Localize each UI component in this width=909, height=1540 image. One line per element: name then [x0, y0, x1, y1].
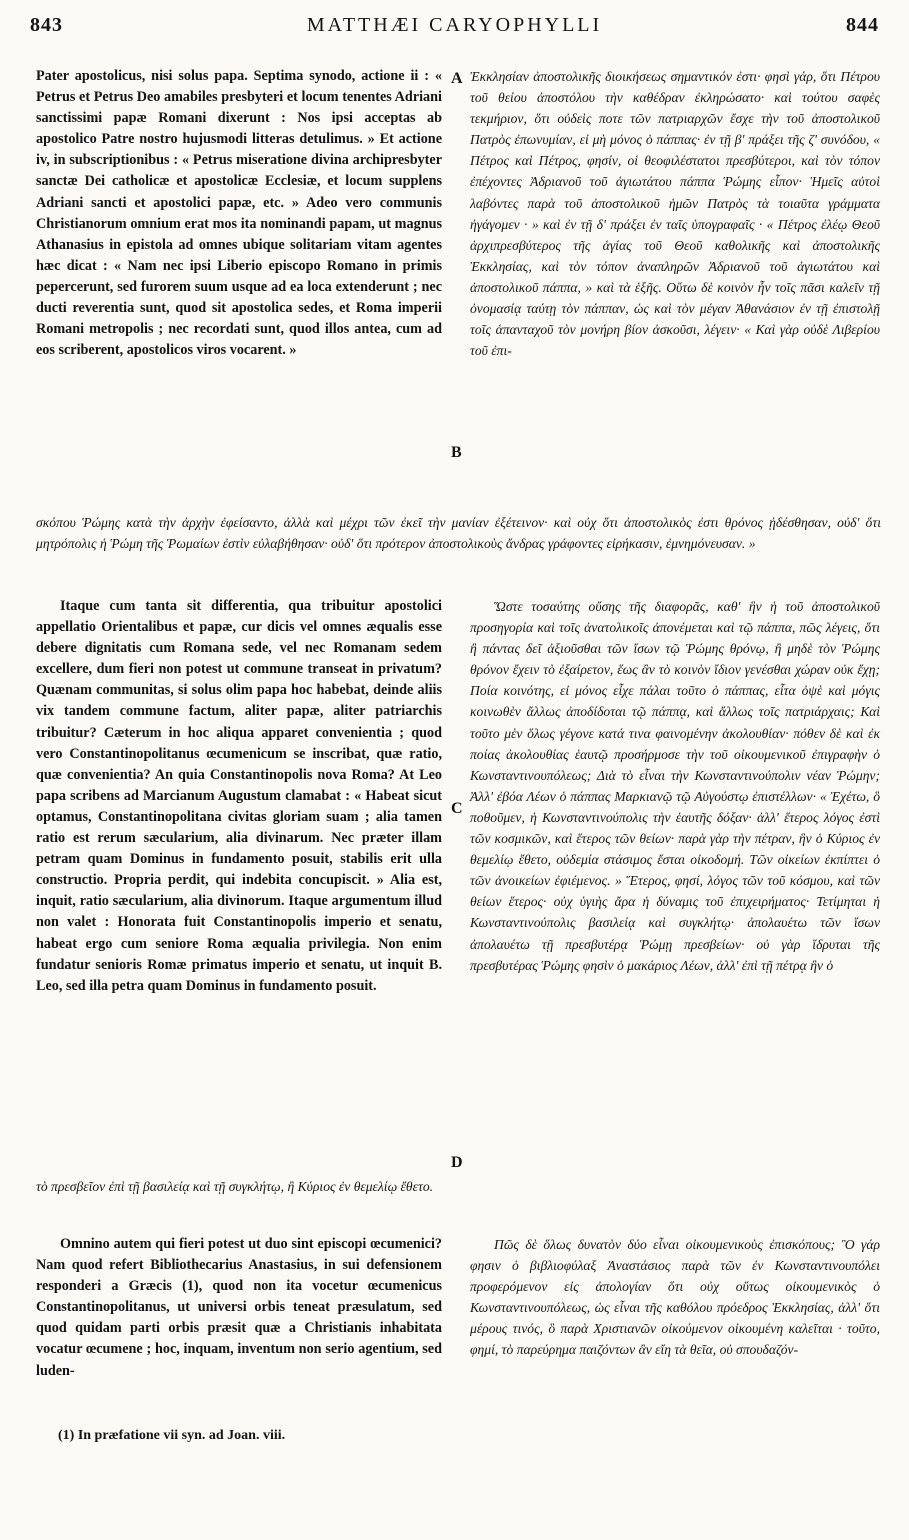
running-title: MATTHÆI CARYOPHYLLI	[306, 14, 603, 36]
page-number-left: 843	[30, 14, 63, 36]
greek-paragraph: Πῶς δὲ ὅλως δυνατὸν δύο εἶναι οἰκουμενικοὺς ἐπισκόπους; Ὃ γάρ φησιν ὁ βιβλιοφύλαξ Ἀναστάσιος παρὰ τῶν ἐν Κωνσταντινουπόλει προφερόμενον εἰς ἀπολογίαν ὅτι οὐχ οὕτως οἰκουμενικὸς ὁ Κωνσταντινουπόλεως, ὡς εἶναι τῆς καθόλου πρόεδρος Ἐκκλησίας, ἀλλ' ὅτι μέρους τινός, ὃ παρὰ Χριστιανῶν οἰκούμενον οἰκουμένη καλεῖται · τοῦτο, φημί, τὸ παρεύρημα παιζόντων ἂν εἴη τὰ θεῖα, οὐ σπουδαζόν-	[470, 1237, 880, 1358]
latin-paragraph: Itaque cum tanta sit differentia, qua tribuitur apostolici appellatio Orientalibus et papæ, cur dicis vel omnes æqualis esse debere dignitatis cum Romana sede, vel nec Romanam sedem excellere, dum fieri non potest ut commune transeat in privatum? Quænam communitas, si solus olim papa hoc habebat, deinde aliis vix tandem commune factum, aliter papæ, aliter patriarchis tribuitur? Cæterum in hoc aliqua apparet convenientia ; quod vero Constantinopolitanus œcumenicum se inscribat, quæ ratio, quæ convenientia? An quia Constantinopolis nova Roma? At Leo papa scribens ad Marcianum Augustum clamabat : « Habeat sicut optamus, Constantinopolitana civitas gloriam suam ; alia tamen ratio est rerum sæcularium, alia divinarum. Nec præter illam petram quam Dominus in fundamento posuit, stabilis erit ulla constructio. Propria perdit, qui indebita concupiscit. » Alia est, inquit, ratio sæcularium, alia divinorum. Itaque argumentum illud non valet : Honorata fuit Constantinopolis imperio et senatu, habeat ergo cum seniore Roma æqualia privilegia. Non enim fundatur senioris Romæ primatus imperio et senatu, ut inquit B. Leo, sed illa petra quam Dominus in fundamento posuit.	[36, 598, 442, 994]
page-number-right: 844	[846, 14, 879, 36]
margin-marker-c: C	[451, 800, 463, 817]
latin-column-mid	[36, 596, 442, 997]
greek-paragraph: Ὥστε τοσαύτης οὔσης τῆς διαφορᾶς, καθ' ἣν ἡ τοῦ ἀποστολικοῦ προσηγορία καὶ τοῖς ἀνατολικοῖς ἀπονέμεται καὶ τῷ πάππα, πῶς λέγεις, ὅτι ἢ πάντας δεῖ ἀξιοῦσθαι τῶν ἴσων τῷ Ῥώμης θρόνῳ, ἢ μηδὲ τὸν Ῥώμης θρόνον ἔχειν τὸ ἐξαίρετον, ἕως ἂν τὸ κοινὸν ἴδιον γενέσθαι χώραν οὐκ ἔχῃ; Ποία κοινότης, εἰ μόνος εἶχε πάλαι τοῦτο ὁ πάππας, εἶτα ὀψὲ καὶ μόγις κοινωθὲν ἄλλως ἀποδίδοται τῷ πάππᾳ, καὶ ἄλλως τοῖς πατριάρχαις; Καὶ τοῦτο μὲν ὅλως γέγονε κατά τινα φαινομένην ἀκολουθίαν· πόθεν δὲ καὶ ἐκ ποίας ἀκολουθίας ἑαυτῷ προσήρμοσε τὴν τοῦ οἰκουμενικοῦ ἐπιγραφὴν ὁ Κωνσταντινουπόλεως; Διὰ τὸ εἶναι τὴν Κωνσταντινούπολιν νέαν Ῥώμην; Ἀλλ' ἐβόα Λέων ὁ πάππας Μαρκιανῷ τῷ Αὐγούστῳ ἐπιστέλλων· « Ἐχέτω, ὃ ποθοῦμεν, ἡ Κωνσταντινούπολις τὴν ἑαυτῆς δόξαν· ἀλλ' ἕτερος λόγος ἐστὶ τῶν κοσμικῶν, καὶ ἕτερος τῶν θείων· παρὰ γὰρ τὴν πέτραν, ἣν ὁ Κύριος ἐν θεμελίῳ ἔθετο, οὐδεμία στάσιμος ἔσται οἰκοδομή. Τῶν οἰκείων ἐκπίπτει ὁ τῶν ἀνοικείων ἐφιέμενος. » Ἕτερος, φησί, λόγος τῶν τοῦ κόσμου, καὶ τῶν θείων ἕτερος· οὐχ ὑγιὴς ἄρα ἡ δύναμις τοῦ ἐπιχειρήματος· Τετίμηται ἡ Κωνσταντινούπολις βασιλείᾳ καὶ συγκλήτῳ· ἀπολαυέτω τῶν ἴσων ἀπολαυέτω τῇ πρεσβυτέρᾳ Ῥώμῃ πρεσβείων· οὐ γὰρ ἵδρυται τῆς πρεσβυτέρας Ῥώμης φησὶν ὁ μακάριος Λέων, ἀλλ' ἐπὶ τῇ πέτρᾳ ἣν ὁ	[470, 599, 880, 973]
footnote: (1) In præfatione vii syn. ad Joan. viii.	[58, 1428, 286, 1443]
greek-column-bottom	[470, 1234, 880, 1361]
latin-column-top	[36, 66, 442, 361]
running-header	[30, 14, 879, 44]
margin-marker-d: D	[451, 1154, 463, 1171]
margin-marker-a: A	[451, 70, 463, 87]
latin-paragraph: Pater apostolicus, nisi solus papa. Septima synodo, actione ii : « Petrus et Petrus Deo amabiles presbyteri et locum tenentes Adriani sanctissimi papæ Romani dixerunt : Nos ipsi acceptas ab apostolico Patre nostro hujusmodi litteras detulimus. » Et actione iv, in subscriptionibus : « Petrus miseratione divina archipresbyter sanctæ Dei catholicæ et apostolicæ Ecclesiæ, et locum supplens Adriani sancti et apostolici papæ, etc. » Adeo vero communis Christianorum omnium erat mos ita nominandi papam, ut magnus Athanasius in epistola ad omnes ubique solitariam vitam agentes hæc dicat : « Nam nec ipsi Liberio episcopo Romano in primis pepercerunt, sed furorem suum usque ad ea loca extenderunt ; nec ducti reverentia sunt, quod sit apostolica sedes, et Roma imperii Romani metropolis ; nec recordati sunt, quod illos antea, cum ad eos scriberent, apostolicos viros vocarent. »	[36, 68, 442, 359]
greek-full-width-2: τὸ πρεσβεῖον ἐπὶ τῇ βασιλείᾳ καὶ τῇ συγκλήτῳ, ἢ Κύριος ἐν θεμελίῳ ἔθετο.	[36, 1179, 434, 1194]
latin-column-bottom	[36, 1234, 442, 1382]
latin-paragraph: Omnino autem qui fieri potest ut duo sint episcopi œcumenici? Nam quod refert Bibliothecarius Anastasius, in sui defensionem responderi a Græcis (1), quod non ita vocetur œcumenicus Constantinopolitanus, ut universi orbis teneat præsulatum, sed quod quidam parti orbis præsit quæ a Christianis inhabitata vocatur œcumene ; hoc, inquam, inventum non serio agentium, sed luden-	[36, 1236, 442, 1379]
greek-column-mid	[470, 596, 880, 976]
greek-column-top	[470, 66, 880, 361]
greek-full-width-1: σκόπου Ῥώμης κατὰ τὴν ἀρχὴν ἐφείσαντο, ἀλλὰ καὶ μέχρι τῶν ἐκεῖ τὴν μανίαν ἐξέτεινον· καὶ οὐχ ὅτι ἀποστολικὸς ἐστι θρόνος ᾐδέσθησαν, οὐδ' ὅτι μητρόπολις ἡ Ῥώμη τῆς Ῥωμαίων ἐστὶν εὐλαβήθησαν· οὐδ' ὅτι πρότερον ἀποστολικοὺς ἄνδρας γράφοντες εἰρήκασιν, ἐμνημόνευσαν. »	[36, 515, 881, 552]
margin-marker-b: B	[451, 444, 462, 461]
greek-paragraph: Ἐκκλησίαν ἀποστολικῆς διοικήσεως σημαντικόν ἐστι· φησὶ γάρ, ὅτι Πέτρου τοῦ θείου ἀποστόλου τὴν καθέδραν ἐκληρώσατο· καὶ τούτου σαφὲς τεκμήριον, ὅτι οὐδεὶς ποτε τῶν πατριαρχῶν ἔσχε τὴν τοῦ ἀποστολικοῦ Πατρὸς ἐπωνυμίαν, εἰ μὴ μόνος ὁ πάππας· ἐν τῇ β' πράξει τῆς ζ' συνόδου, « Πέτρος καὶ Πέτρος, φησίν, οἱ θεοφιλέστατοι πρεσβύτεροι, καὶ τὸν τόπον ἐπέχοντες Ἀδριανοῦ τοῦ ἁγιωτάτου πάππα Ῥώμης εἶπον· Ἡμεῖς αὐτοὶ λαβόντες παρὰ τοῦ ἀποστολικοῦ ἡμῶν Πατρὸς τὰ τοιαῦτα γράμματα ἠγάγομεν · » καὶ ἐν τῇ δ' πράξει ἐν ταῖς ὑπογραφαῖς · « Πέτρος ἐλέῳ Θεοῦ ἀρχιπρεσβύτερος τῆς ἁγίας τοῦ Θεοῦ καθολικῆς καὶ ἀποστολικῆς Ἐκκλησίας, καὶ τὸν τόπον ἀναπληρῶν Ἀδριανοῦ τοῦ ἁγιωτάτου καὶ ἀποστολικοῦ πάππα, » καὶ τὰ ἑξῆς. Οὕτω δὲ κοινὸν ἦν τοῖς πᾶσι καλεῖν τῇ ὀνομασίᾳ ταύτῃ τὸν πάππαν, ὡς καὶ τὸν μέγαν Ἀθανάσιον ἐν τῇ ἐπιστολῇ τοῖς ἁπανταχοῦ τὸν μονήρη βίον ἀσκοῦσι, λέγειν· « Καὶ γὰρ οὐδὲ Λιβερίου τοῦ ἐπι-	[470, 69, 880, 359]
